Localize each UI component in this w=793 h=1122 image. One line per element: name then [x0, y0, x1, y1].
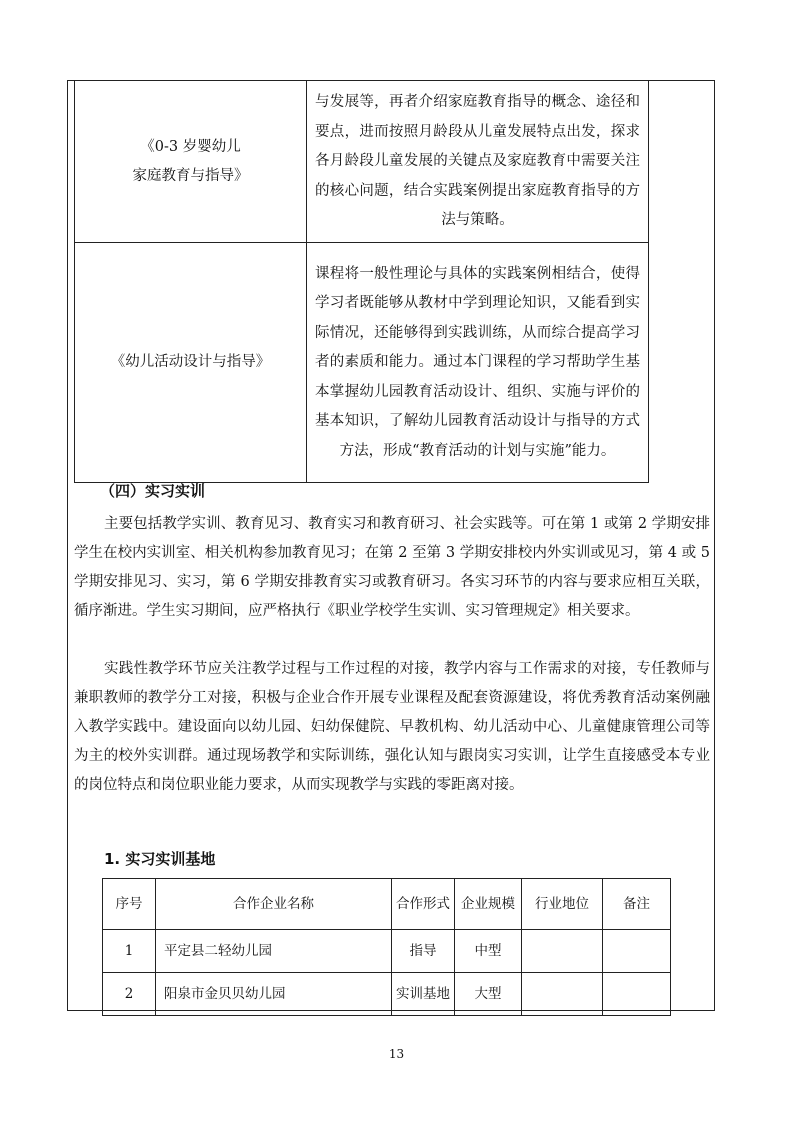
table-cell: 平定县二轻幼儿园 [156, 930, 392, 973]
course-description: 课程将一般性理论与具体的实践案例相结合，使得学习者既能够从教材中学到理论知识，又能看到实际情况，还能够得到实践训练，从而综合提高学习者的素质和能力。通过本门课程的学习帮助学生基本掌握幼儿园教育活动设计、组织、实施与评价的基本知识，了解幼儿园教育活动设计与指导的方式方法，形成“教育活动的计划与实施”能力。 [307, 243, 649, 483]
table-cell: 大型 [455, 973, 522, 1016]
table-cell [603, 930, 671, 973]
table-cell [522, 973, 603, 1016]
table-header-row [103, 879, 671, 930]
table-row [103, 930, 671, 973]
section-title: （四）实习实训 [100, 482, 206, 500]
table-cell: 1 [103, 930, 156, 973]
column-header: 行业地位 [522, 879, 603, 930]
table-cell: 中型 [455, 930, 522, 973]
course-row [75, 81, 649, 243]
page-number: 13 [388, 1047, 405, 1061]
course-name [75, 81, 307, 243]
column-header: 企业规模 [455, 879, 522, 930]
course-name-line: 《0-3 岁婴幼儿 [140, 138, 241, 155]
column-header: 备注 [603, 879, 671, 930]
column-header: 合作形式 [392, 879, 455, 930]
table-cell: 阳泉市金贝贝幼儿园 [156, 973, 392, 1016]
course-description: 与发展等，再者介绍家庭教育指导的概念、途径和要点，进而按照月龄段从儿童发展特点出发，探求各月龄段儿童发展的关键点及家庭教育中需要关注的核心问题，结合实践案例提出家庭教育指导的方法与策略。 [307, 81, 649, 243]
training-base-table [102, 878, 671, 1016]
course-name [75, 243, 307, 483]
course-table [74, 80, 649, 483]
paragraph: 实践性教学环节应关注教学过程与工作过程的对接，教学内容与工作需求的对接，专任教师与兼职教师的教学分工对接，积极与企业合作开展专业课程及配套资源建设，将优秀教育活动案例融入教学实践中。建设面向以幼儿园、妇幼保健院、早教机构、幼儿活动中心、儿童健康管理公司等为主的校外实训群。通过现场教学和实际训练，强化认知与跟岗实习实训，让学生直接感受本专业的岗位特点和岗位职业能力要求，从而实现教学与实践的零距离对接。 [74, 661, 710, 793]
course-name-line: 家庭教育与指导》 [132, 167, 249, 184]
paragraph: 主要包括教学实训、教育见习、教育实习和教育研习、社会实践等。可在第 1 或第 2 学期安排学生在校内实训室、相关机构参加教育见习；在第 2 至第 3 学期安排校内外实训或见习，第 4 或 5 学期安排见习、实习，第 6 学期安排教育实习或教育研习。各实习环节的内容与要求应相互关联，循序渐进。学生实习期间，应严格执行《职业学校学生实训、实习管理规定》相关要求。 [74, 516, 710, 619]
column-header: 序号 [103, 879, 156, 930]
course-row [75, 243, 649, 483]
sub-title: 1. 实习实训基地 [104, 850, 216, 868]
table-row [103, 973, 671, 1016]
table-cell: 实训基地 [392, 973, 455, 1016]
table-cell [522, 930, 603, 973]
table-cell: 指导 [392, 930, 455, 973]
course-name-line: 《幼儿活动设计与指导》 [110, 354, 271, 370]
table-cell [603, 973, 671, 1016]
table-cell: 2 [103, 973, 156, 1016]
column-header: 合作企业名称 [156, 879, 392, 930]
